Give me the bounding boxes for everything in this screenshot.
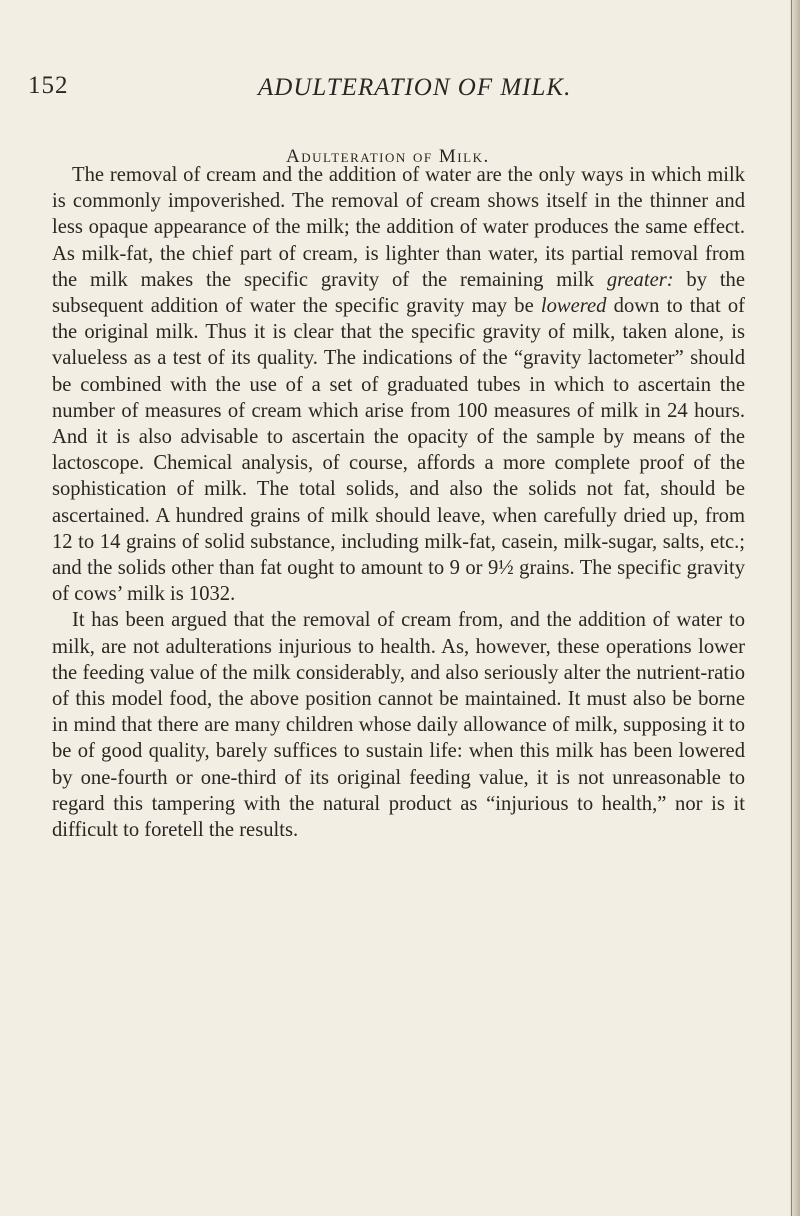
paragraph-2: It has been argued that the removal of cream from, and the addition of water to milk, are not adulterations injurious to health. As, however, these operations lower the feeding value of the milk considerably, and also seriously alter the nutrient-ratio of this model food, the above position cannot be maintained. It must also be borne in mind that there are many children whose daily allowance of milk, supposing it to be of good quality, barely suffices to sustain life: when this milk has been lowered by one-fourth or one-third of its original feeding value, it is not unreasonable to regard this tampering with the natural product as “injurious to health,” nor is it difficult to foretell the results. <box>52 609 745 842</box>
page-edge-line <box>791 0 792 1216</box>
page-number: 152 <box>28 72 69 99</box>
page-header <box>0 72 800 106</box>
body-text <box>52 162 745 843</box>
emphasis-greater: greater: <box>606 268 674 291</box>
section-title: Adulteration of Milk. <box>286 146 490 167</box>
paragraph-1-part-3: down to that of the original milk. Thus it is clear that the specific gravity of milk, taken alone, is valueless as a test of its quality. The indications of the “gravity lactometer” should be combined with the use of a set of graduated tubes in which to ascertain the number of measures of cream which arise from 100 measures of milk in 24 hours. And it is also advisable to ascertain the opacity of the sample by means of the lactoscope. Chemical analysis, of course, affords a more complete proof of the sophistication of milk. The total solids, and also the solids not fat, should be ascertained. A hundred grains of milk should leave, when carefully dried up, from 12 to 14 grains of solid substance, including milk-fat, casein, milk-sugar, salts, etc.; and the solids other than fat ought to amount to 9 or 9½ grains. The specific gravity of cows’ milk is 1032. <box>52 295 745 606</box>
paragraph-1-part-1: The removal of cream and the addition of water are the only ways in which milk is commonly impoverished. The removal of cream shows itself in the thinner and less opaque appearance of the milk; the addition of water produces the same effect. As milk-fat, the chief part of cream, is lighter than water, its partial removal from the milk makes the specific gravity of the remaining milk <box>52 164 745 291</box>
paragraph-1 <box>52 162 745 607</box>
paragraph-1-part-2: by the subsequent addition of water the specific gravity may be <box>52 268 745 318</box>
emphasis-lowered: lowered <box>540 295 607 318</box>
running-head: ADULTERATION OF MILK. <box>258 74 572 101</box>
